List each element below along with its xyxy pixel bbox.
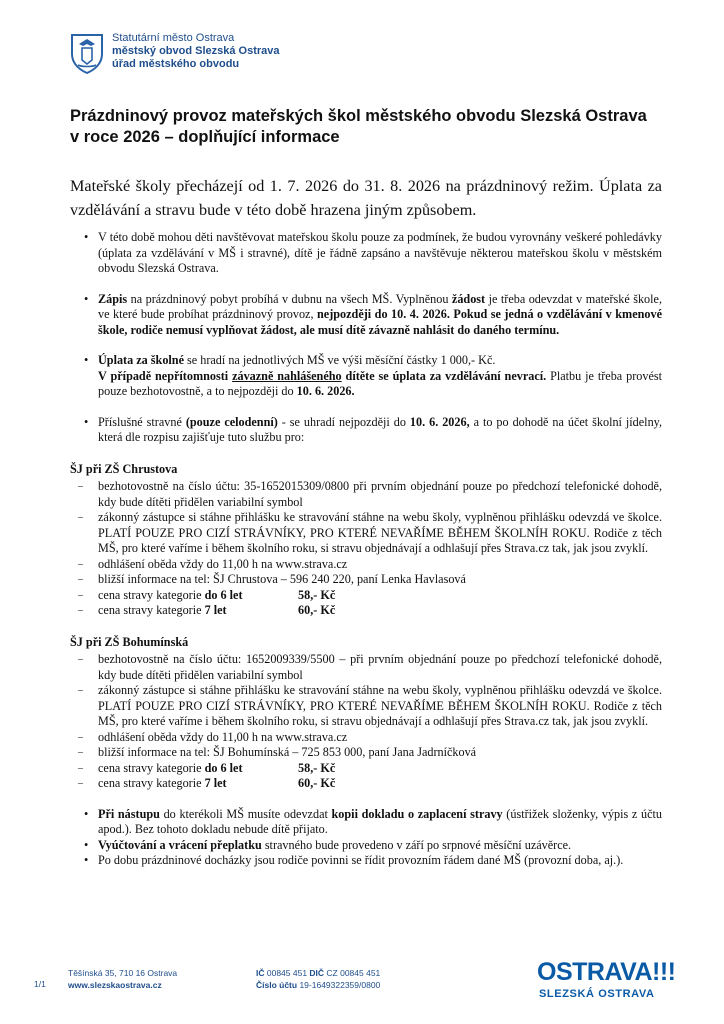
canteen-bohuminska-price-7: – cena stravy kategorie 7 let 60,- Kč (70, 776, 662, 792)
intro-paragraph: Mateřské školy přecházejí od 1. 7. 2026 do 31. 8. 2026 na prázdninový režim. Úplata za vzdělávání a stravu bude v této době hrazena jiným způsobem. (70, 177, 662, 219)
document-title: Prázdninový provoz mateřských škol městského obvodu Slezská Ostrava v roce 2026 – doplňující informace (70, 107, 647, 146)
ostrava-logo (537, 958, 687, 1000)
city-crest-icon (70, 32, 104, 74)
bullet-enrollment: • Zápis na prázdninový pobyt probíhá v dubnu na všech MŠ. Vyplněnou žádost je třeba odevzdat v mateřské škole, ve které bude probíhat prázdninový provoz, nejpozději do 10. 4. 2026. Pokud se jedná o vzdělávání v kmenové škole, rodiče nemusí vyplňovat žádost, ale musí dítě závazně nahlásit do daného termínu. (70, 292, 662, 339)
logo-wordmark: OSTRAVA!!! (537, 958, 676, 986)
org-line-3: úřad městského obvodu (112, 58, 240, 70)
logo-district: SLEZSKÁ OSTRAVA (539, 988, 655, 1000)
document-body (70, 230, 662, 869)
footer-ids (256, 967, 380, 991)
bullet-payment-proof: • Při nástupu do kterékoli MŠ musíte odevzdat kopii dokladu o zaplacení stravy (ústřižek složenky, výpis z účtu apod.). Bez tohoto dokladu nebude dítě přijato. (70, 807, 662, 838)
canteen-chrustova-application: – zákonný zástupce si stáhne přihlášku ke stravování stáhne na webu školy, vyplněnou přihlášku odevzdá ve školce. PLATÍ POUZE PRO CIZÍ STRÁVNÍKY, PRO KTERÉ NEVAŘÍME BĚHEM ŠKOLNÍH ROKU. Rodiče z těch MŠ, pro které vaříme i během školního roku, si stravu objednávají a odhlašují přes Strava.cz tak, jak jsou zvyklí. (70, 510, 662, 557)
canteen-bohuminska-payment: – bezhotovostně na číslo účtu: 1652009339/5500 – při prvním objednání pouze po předchozí telefonické dohodě, kdy bude dítěti přidělen variabilní symbol (70, 652, 662, 683)
footer-website[interactable]: www.slezskaostrava.cz (68, 980, 162, 990)
canteen-bohuminska-application: – zákonný zástupce si stáhne přihlášku ke stravování stáhne na webu školy, vyplněnou přihlášku odevzdá ve školce. PLATÍ POUZE PRO CIZÍ STRÁVNÍKY, PRO KTERÉ NEVAŘÍME BĚHEM ŠKOLNÍH ROKU. Rodiče z těch MŠ, pro které vaříme i během školního roku, si stravu objednávají a odhlašují přes Strava.cz tak, jak jsou zvyklí. (70, 683, 662, 730)
bullet-tuition: • Úplata za školné se hradí na jednotlivých MŠ ve výši měsíční částky 1 000,- Kč. V případě nepřítomnosti závazně nahlášeného dítěte se úplata za vzdělávání nevrací. Platbu je třeba provést pouze bezhotovostně, a to nejpozději do 10. 6. 2026. (70, 353, 662, 400)
org-line-2: městský obvod Slezská Ostrava (112, 45, 280, 57)
canteen-chrustova-price-under6: – cena stravy kategorie do 6 let 58,- Kč (70, 588, 662, 604)
footer-account: Číslo účtu 19-1649322359/0800 (256, 980, 381, 990)
footer-company-ids: IČ 00845 451 DIČ CZ 00845 451 (256, 968, 381, 978)
canteen-chrustova-cancellation: – odhlášení oběda vždy do 11,00 h na www.strava.cz (70, 557, 662, 573)
footer-address (68, 967, 177, 991)
bullet-meals: • Příslušné stravné (pouze celodenní) - se uhradí nejpozději do 10. 6. 2026, a to po dohodě na účet školní jídelny, která dle rozpisu zajišťuje tuto službu pro: (70, 415, 662, 446)
bullet-conditions: • V této době mohou děti navštěvovat mateřskou školu pouze za podmínek, že budou vyrovnány veškeré pohledávky (úplata za vzdělávání v MŠ i stravné), dítě je řádně zapsáno a navštěvuje některou mateřskou školu v městském obvodu Slezská Ostrava. (70, 230, 662, 277)
canteen-bohuminska-cancellation: – odhlášení oběda vždy do 11,00 h na www.strava.cz (70, 730, 662, 746)
bullet-settlement: • Vyúčtování a vrácení přeplatku stravného bude provedeno v září po srpnové měsíční uzávěrce. (70, 838, 662, 854)
organization-name (112, 32, 280, 71)
footer-street: Těšínská 35, 710 16 Ostrava (68, 968, 178, 978)
canteen-chrustova-heading: ŠJ při ZŠ Chrustova (70, 461, 178, 476)
canteen-chrustova-contact: – bližší informace na tel: ŠJ Chrustova – 596 240 220, paní Lenka Havlasová (70, 572, 662, 588)
page-number: 1/1 (34, 979, 46, 989)
org-line-1: Statutární město Ostrava (112, 32, 235, 44)
canteen-chrustova-payment: – bezhotovostně na číslo účtu: 35-1652015309/0800 při prvním objednání pouze po předchozí telefonické dohodě, kdy bude dítěti přidělen variabilní symbol (70, 479, 662, 510)
canteen-bohuminska-heading: ŠJ při ZŠ Bohumínská (70, 634, 189, 649)
bullet-rules: • Po dobu prázdninové docházky jsou rodiče povinni se řídit provozním řádem dané MŠ (provozní doba, aj.). (70, 853, 662, 869)
canteen-bohuminska-contact: – bližší informace na tel: ŠJ Bohumínská – 725 853 000, paní Jana Jadrníčková (70, 745, 662, 761)
canteen-bohuminska-price-under6: – cena stravy kategorie do 6 let 58,- Kč (70, 761, 662, 777)
canteen-chrustova-price-7: – cena stravy kategorie 7 let 60,- Kč (70, 603, 662, 619)
